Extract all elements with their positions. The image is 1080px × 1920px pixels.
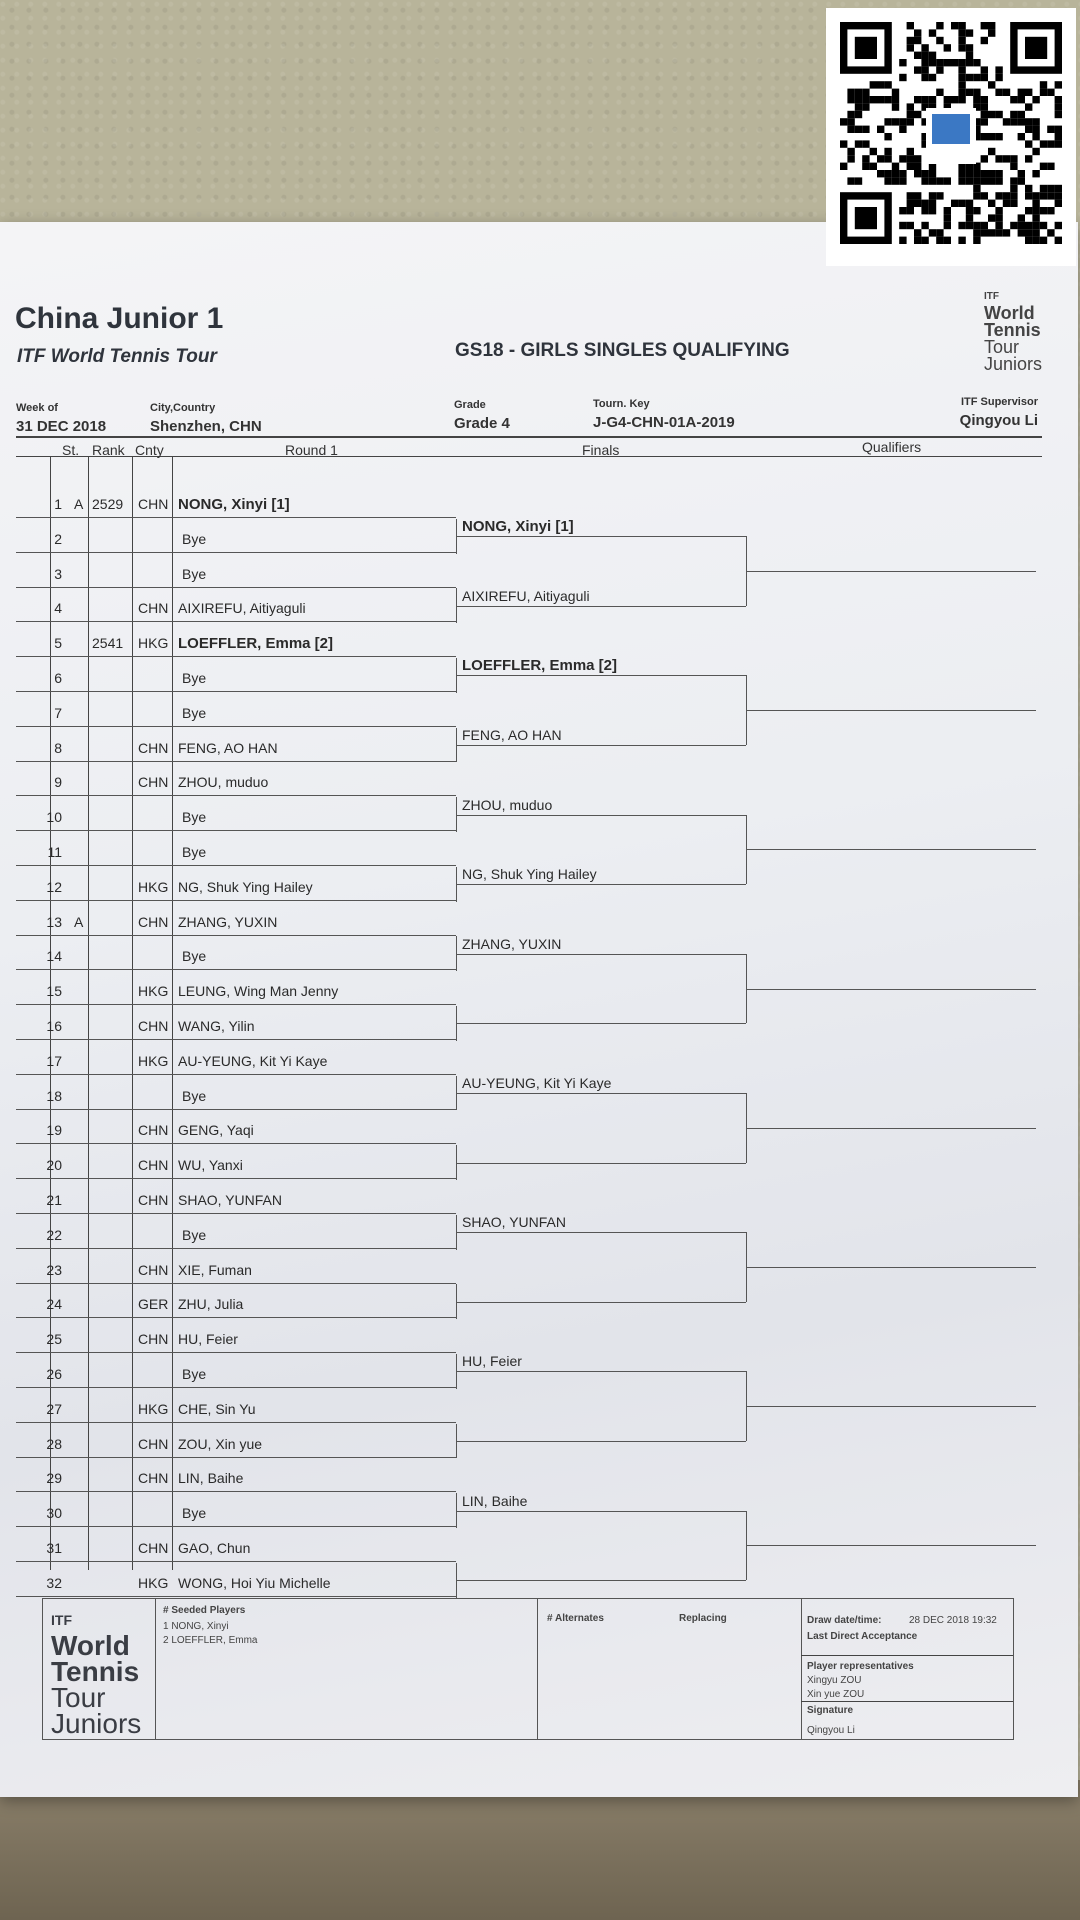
city-label: City,Country bbox=[150, 402, 216, 414]
qualifier-line bbox=[746, 1406, 1036, 1407]
player-name: CHE, Sin Yu bbox=[178, 1400, 256, 1417]
draw-number: 1 bbox=[54, 496, 62, 512]
qualifier-line bbox=[746, 989, 1036, 990]
player-name: Bye bbox=[182, 1087, 207, 1104]
replacing-title: Replacing bbox=[679, 1613, 727, 1624]
draw-row bbox=[16, 588, 456, 622]
draw-number: 19 bbox=[46, 1122, 62, 1139]
draw-number: 17 bbox=[46, 1052, 62, 1069]
country: CHN bbox=[138, 774, 169, 791]
player-name: HU, Feier bbox=[178, 1331, 238, 1348]
finals-slot-line bbox=[456, 536, 746, 537]
draw-number: 15 bbox=[46, 983, 62, 1000]
draw-number: 2 bbox=[54, 530, 62, 547]
tournament-key-label: Tourn. Key bbox=[593, 398, 650, 410]
finals-winner: ZHANG, YUXIN bbox=[462, 935, 562, 952]
itf-logo-bottom: ITF World Tennis Tour Juniors bbox=[51, 1612, 142, 1739]
tournament-subtitle: ITF World Tennis Tour bbox=[17, 346, 217, 367]
draw-row bbox=[16, 623, 456, 657]
col-finals: Finals bbox=[582, 442, 620, 458]
draw-number: 9 bbox=[54, 774, 62, 791]
finals-winner: NG, Shuk Ying Hailey bbox=[462, 866, 597, 883]
player-reps-label: Player representatives bbox=[807, 1661, 914, 1672]
player-name: Bye bbox=[182, 1505, 207, 1522]
player-name: LEUNG, Wing Man Jenny bbox=[178, 983, 339, 1000]
country: CHN bbox=[138, 1157, 169, 1174]
draw-number: 6 bbox=[54, 670, 62, 686]
country: HKG bbox=[138, 1400, 169, 1417]
finals-slot-line bbox=[456, 954, 746, 955]
draw-row bbox=[16, 1215, 456, 1249]
draw-row bbox=[16, 1180, 456, 1214]
draw-row bbox=[16, 1493, 456, 1527]
country: HKG bbox=[138, 878, 169, 895]
player-name: Bye bbox=[182, 948, 207, 965]
country: CHN bbox=[138, 739, 169, 756]
finals-slot-line bbox=[456, 1302, 746, 1303]
qualifier-line bbox=[746, 1267, 1036, 1268]
draw-row bbox=[16, 1354, 456, 1388]
draw-number: 18 bbox=[46, 1087, 62, 1104]
rank: 2529 bbox=[92, 496, 124, 512]
draw-number: 31 bbox=[46, 1540, 62, 1556]
player-name: NG, Shuk Ying Hailey bbox=[178, 878, 313, 895]
seeded-title: # Seeded Players bbox=[163, 1605, 246, 1616]
itf-logo-top: ITF World Tennis Tour Juniors bbox=[983, 291, 1042, 374]
player-name: Bye bbox=[182, 530, 207, 547]
column-header-rule bbox=[16, 456, 1042, 457]
player-name: Bye bbox=[182, 565, 207, 582]
draw-number: 23 bbox=[46, 1261, 62, 1278]
qualifier-line bbox=[746, 710, 1036, 711]
player-name: Bye bbox=[182, 1366, 207, 1382]
col-round1: Round 1 bbox=[285, 442, 338, 458]
draw-number: 29 bbox=[46, 1470, 62, 1487]
tournament-title: China Junior 1 bbox=[15, 302, 224, 335]
legend-divider-2 bbox=[537, 1599, 538, 1739]
country: HKG bbox=[138, 1574, 169, 1591]
draw-row bbox=[16, 1006, 456, 1040]
player-name: LOEFFLER, Emma [2] bbox=[178, 635, 334, 653]
finals-slot-line bbox=[456, 606, 746, 607]
qualifier-line bbox=[746, 571, 1036, 572]
country: GER bbox=[138, 1296, 169, 1313]
country: HKG bbox=[138, 635, 169, 652]
player-name: XIE, Fuman bbox=[178, 1261, 252, 1278]
draw-number: 7 bbox=[54, 704, 62, 721]
player-name: SHAO, YUNFAN bbox=[178, 1192, 282, 1208]
draw-number: 5 bbox=[54, 635, 62, 652]
player-name: WANG, Yilin bbox=[178, 1018, 255, 1034]
finals-winner: ZHOU, muduo bbox=[462, 796, 553, 813]
draw-row bbox=[16, 658, 456, 692]
player-name: Bye bbox=[182, 809, 207, 826]
draw-number: 16 bbox=[46, 1018, 62, 1034]
draw-number: 26 bbox=[46, 1366, 62, 1382]
player-name: WU, Yanxi bbox=[178, 1157, 243, 1174]
finals-slot-line bbox=[456, 815, 746, 816]
draw-row bbox=[16, 1110, 456, 1144]
finals-winner: NONG, Xinyi [1] bbox=[462, 518, 574, 536]
draw-number: 28 bbox=[46, 1435, 62, 1452]
draw-row bbox=[16, 1458, 456, 1492]
legend-box bbox=[42, 1598, 1014, 1740]
signature-label: Signature bbox=[807, 1705, 854, 1716]
country: CHN bbox=[138, 1261, 169, 1278]
legend-divider-3 bbox=[801, 1599, 802, 1739]
draw-number: 25 bbox=[46, 1331, 62, 1348]
player-name: Bye bbox=[182, 1226, 207, 1243]
player-name: GAO, Chun bbox=[178, 1540, 251, 1556]
draw-number: 8 bbox=[54, 739, 62, 756]
player-rep-1: Xingyu ZOU bbox=[807, 1675, 862, 1686]
country: CHN bbox=[138, 496, 169, 512]
seeded-player-1: 1 NONG, Xinyi bbox=[163, 1621, 229, 1632]
draw-row bbox=[16, 1563, 456, 1597]
finals-slot-line bbox=[456, 1580, 746, 1581]
legend-divider-1 bbox=[155, 1599, 156, 1739]
player-name: WONG, Hoi Yiu Michelle bbox=[178, 1574, 331, 1591]
draw-date-label: Draw date/time: bbox=[807, 1615, 882, 1626]
draw-row bbox=[16, 762, 456, 796]
col-rank: Rank bbox=[92, 442, 125, 458]
player-name: ZHU, Julia bbox=[178, 1296, 244, 1313]
draw-row bbox=[16, 554, 456, 588]
player-name: NONG, Xinyi [1] bbox=[178, 496, 290, 513]
country: HKG bbox=[138, 1052, 169, 1069]
draw-number: 10 bbox=[46, 809, 62, 826]
player-name: ZHOU, muduo bbox=[178, 774, 269, 791]
draw-row bbox=[16, 1076, 456, 1110]
draw-date-value: 28 DEC 2018 19:32 bbox=[909, 1615, 997, 1626]
draw-row bbox=[16, 902, 456, 936]
country: HKG bbox=[138, 983, 169, 1000]
event-title: GS18 - GIRLS SINGLES QUALIFYING bbox=[455, 340, 790, 361]
qualifier-line bbox=[746, 1545, 1036, 1546]
status: A bbox=[74, 496, 84, 512]
country: CHN bbox=[138, 1540, 169, 1556]
draw-number: 24 bbox=[46, 1296, 62, 1313]
player-name: Bye bbox=[182, 704, 207, 721]
draw-number: 14 bbox=[46, 948, 62, 965]
col-cnty: Cnty bbox=[135, 442, 164, 458]
seeded-player-2: 2 LOEFFLER, Emma bbox=[163, 1635, 258, 1646]
week-label: Week of bbox=[16, 402, 58, 414]
draw-row bbox=[16, 1424, 456, 1458]
qualifier-line bbox=[746, 1128, 1036, 1129]
player-name: ZOU, Xin yue bbox=[178, 1435, 263, 1452]
player-name: LIN, Baihe bbox=[178, 1470, 244, 1487]
row-line bbox=[16, 1596, 456, 1597]
draw-number: 4 bbox=[54, 600, 62, 617]
country: CHN bbox=[138, 1435, 169, 1452]
country: CHN bbox=[138, 1018, 169, 1034]
finals-slot-line bbox=[456, 1023, 746, 1024]
player-name: Bye bbox=[182, 844, 207, 860]
finals-slot-line bbox=[456, 1163, 746, 1164]
draw-row bbox=[16, 1389, 456, 1423]
supervisor-value: Qingyou Li bbox=[959, 412, 1038, 429]
background-floor bbox=[0, 1780, 1080, 1920]
draw-number: 11 bbox=[47, 844, 62, 860]
draw-row bbox=[16, 1250, 456, 1284]
header-rule bbox=[16, 436, 1042, 438]
finals-slot-line bbox=[456, 1371, 746, 1372]
grade-label: Grade bbox=[454, 399, 486, 411]
tournament-key-value: J-G4-CHN-01A-2019 bbox=[593, 414, 735, 431]
draw-number: 3 bbox=[54, 565, 62, 582]
player-name: AU-YEUNG, Kit Yi Kaye bbox=[178, 1052, 328, 1069]
country: CHN bbox=[138, 600, 169, 617]
draw-number: 20 bbox=[46, 1157, 62, 1174]
qualifier-line bbox=[746, 849, 1036, 850]
draw-row bbox=[16, 867, 456, 901]
finals-slot-line bbox=[456, 1232, 746, 1233]
supervisor-label: ITF Supervisor bbox=[960, 396, 1038, 408]
country: CHN bbox=[138, 913, 169, 930]
qr-code-overlay bbox=[826, 8, 1076, 266]
finals-slot-line bbox=[456, 1093, 746, 1094]
city-value: Shenzhen, CHN bbox=[150, 418, 262, 435]
draw-row bbox=[16, 797, 456, 831]
draw-number: 22 bbox=[46, 1226, 62, 1243]
draw-row bbox=[16, 1528, 456, 1562]
player-name: FENG, AO HAN bbox=[178, 739, 278, 756]
legend-rule-2 bbox=[801, 1701, 1013, 1702]
player-rep-2: Xin yue ZOU bbox=[807, 1689, 865, 1700]
draw-number: 30 bbox=[46, 1505, 62, 1522]
country: CHN bbox=[138, 1331, 169, 1348]
draw-row bbox=[16, 484, 456, 518]
status: A bbox=[74, 913, 84, 930]
finals-winner: LIN, Baihe bbox=[462, 1492, 528, 1509]
week-value: 31 DEC 2018 bbox=[16, 418, 107, 435]
draw-row bbox=[16, 1284, 456, 1318]
draw-sheet bbox=[0, 222, 1078, 1797]
finals-slot-line bbox=[456, 745, 746, 746]
col-qualifiers: Qualifiers bbox=[862, 439, 922, 455]
finals-slot-line bbox=[456, 884, 746, 885]
country: CHN bbox=[138, 1122, 169, 1139]
finals-winner: HU, Feier bbox=[462, 1353, 522, 1370]
finals-winner: FENG, AO HAN bbox=[462, 727, 562, 743]
draw-row bbox=[16, 728, 456, 762]
draw-row bbox=[16, 936, 456, 970]
last-direct-acceptance-label: Last Direct Acceptance bbox=[807, 1631, 918, 1642]
finals-slot-line bbox=[456, 1441, 746, 1442]
finals-winner: AU-YEUNG, Kit Yi Kaye bbox=[462, 1075, 612, 1091]
draw-row bbox=[16, 1145, 456, 1179]
qr-code-icon bbox=[840, 22, 1062, 252]
country: CHN bbox=[138, 1192, 169, 1208]
draw-row bbox=[16, 519, 456, 553]
draw-number: 13 bbox=[46, 913, 62, 930]
draw-number: 12 bbox=[46, 878, 62, 895]
legend-rule-1 bbox=[801, 1655, 1013, 1656]
draw-number: 27 bbox=[46, 1400, 62, 1417]
finals-winner: SHAO, YUNFAN bbox=[462, 1214, 566, 1231]
player-name: GENG, Yaqi bbox=[178, 1122, 254, 1139]
finals-slot-line bbox=[456, 1511, 746, 1512]
player-name: ZHANG, YUXIN bbox=[178, 913, 278, 930]
finals-winner: AIXIREFU, Aitiyaguli bbox=[462, 587, 590, 604]
draw-row bbox=[16, 832, 456, 866]
rank: 2541 bbox=[92, 635, 124, 652]
draw-row bbox=[16, 971, 456, 1005]
draw-number: 32 bbox=[46, 1574, 62, 1591]
player-name: AIXIREFU, Aitiyaguli bbox=[178, 600, 306, 617]
finals-winner: LOEFFLER, Emma [2] bbox=[462, 657, 618, 675]
draw-row bbox=[16, 693, 456, 727]
draw-number: 21 bbox=[46, 1192, 62, 1208]
grade-value: Grade 4 bbox=[454, 415, 510, 432]
country: CHN bbox=[138, 1470, 169, 1487]
signature-value: Qingyou Li bbox=[807, 1725, 855, 1736]
col-st: St. bbox=[62, 442, 80, 458]
player-name: Bye bbox=[182, 670, 207, 686]
alternates-title: # Alternates bbox=[547, 1613, 604, 1624]
finals-slot-line bbox=[456, 675, 746, 676]
draw-row bbox=[16, 1041, 456, 1075]
draw-row bbox=[16, 1319, 456, 1353]
